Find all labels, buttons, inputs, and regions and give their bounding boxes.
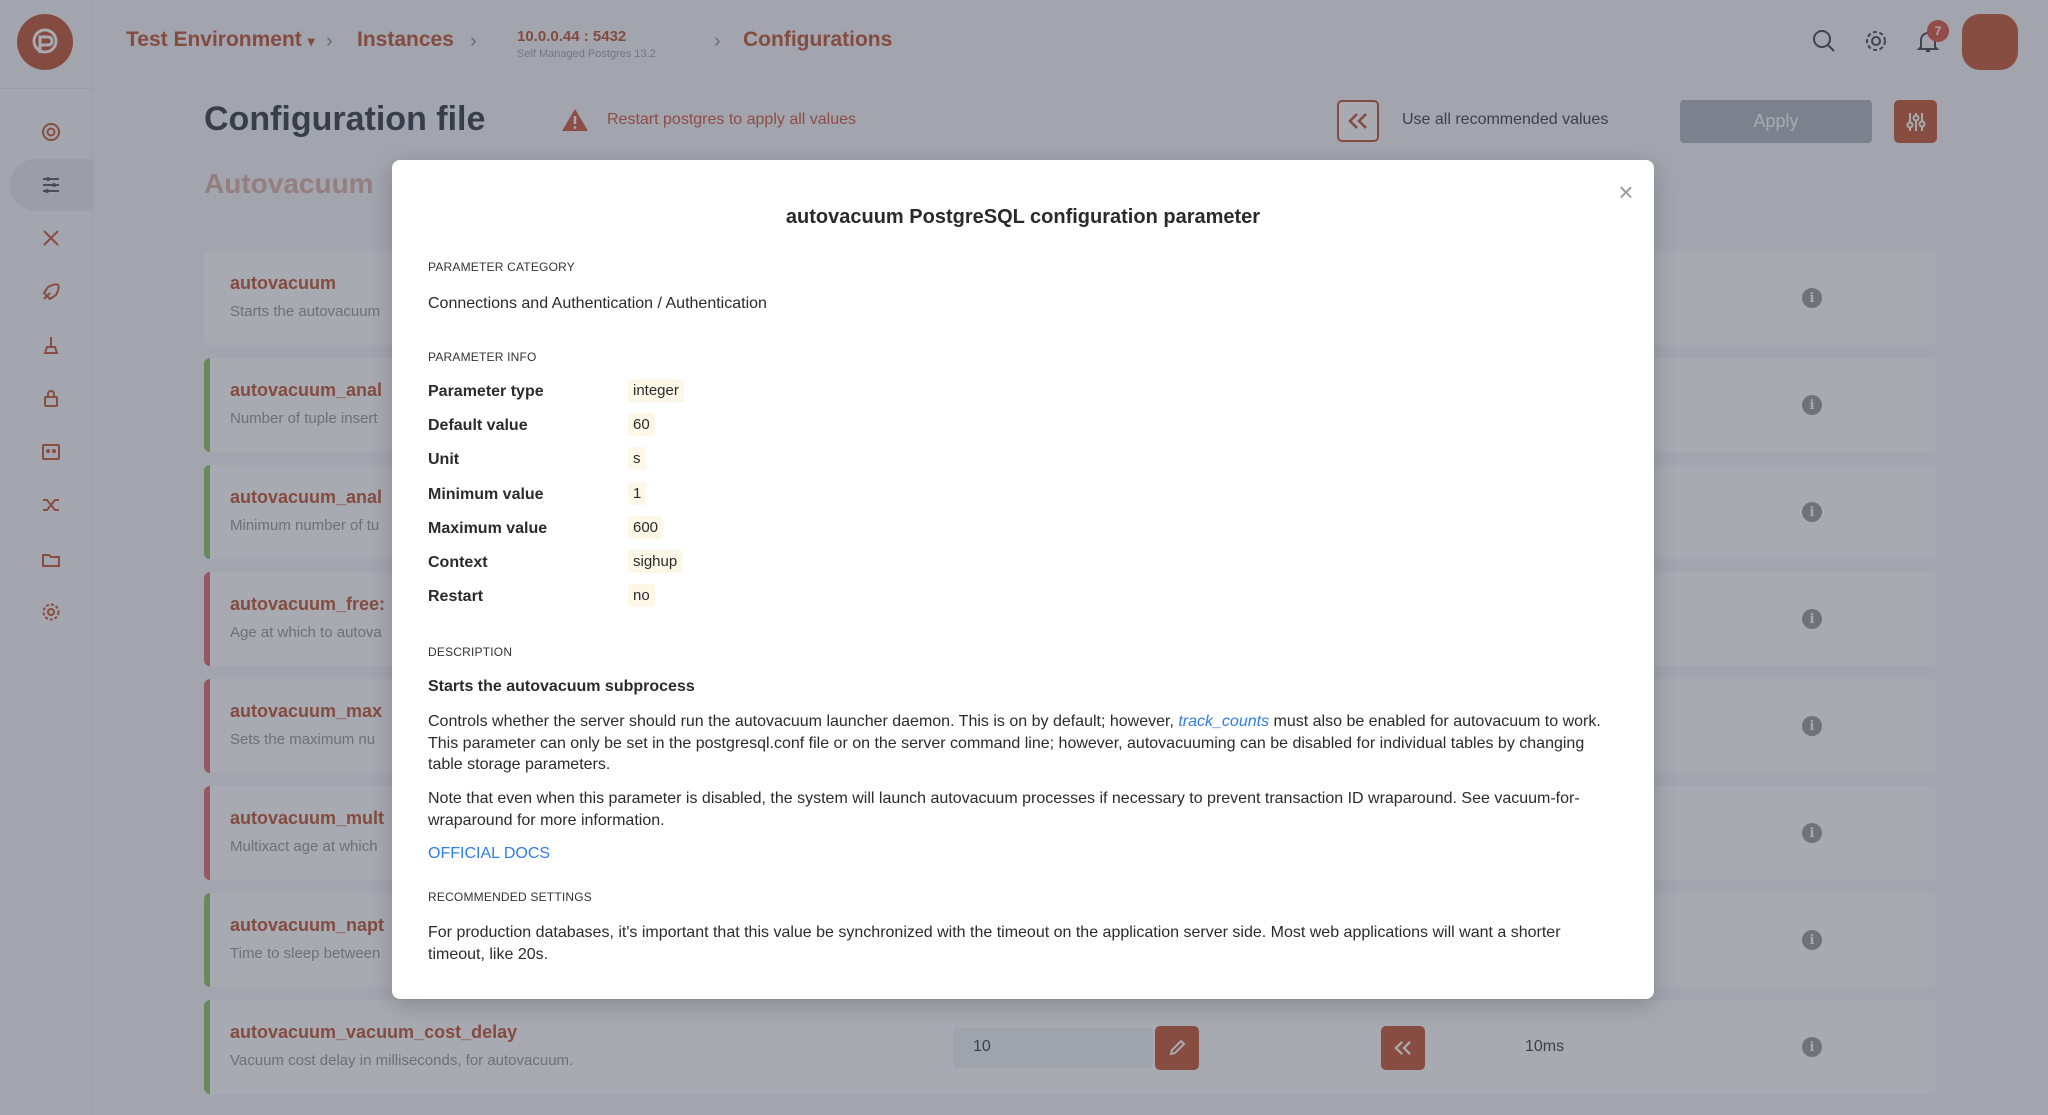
close-icon[interactable]: × bbox=[1618, 177, 1634, 207]
description-paragraph: Note that even when this parameter is disabled, the system will launch autovacuum processes if necessary to prevent transaction ID wraparound. See vacuum-for-wraparound for more information. bbox=[428, 790, 1580, 829]
info-label: Restart bbox=[428, 588, 484, 605]
info-label: Unit bbox=[428, 451, 460, 468]
description-title: Starts the autovacuum subprocess bbox=[428, 678, 695, 695]
info-label: Default value bbox=[428, 417, 528, 434]
info-value: 600 bbox=[628, 516, 663, 539]
official-docs-link[interactable]: OFFICIAL DOCS bbox=[428, 845, 551, 862]
info-value: sighup bbox=[628, 550, 682, 573]
recommended-text: For production databases, it's important that this value be synchronized with the timeout on the application server side. Most web applications will want a shorter timeout, like 20s. bbox=[428, 924, 1561, 963]
info-caption: PARAMETER INFO bbox=[428, 350, 537, 364]
recommended-caption: RECOMMENDED SETTINGS bbox=[428, 890, 593, 904]
info-label: Minimum value bbox=[428, 486, 544, 503]
parameter-info-modal bbox=[392, 160, 1654, 999]
info-label: Maximum value bbox=[428, 520, 548, 537]
track-counts-link[interactable]: track_counts bbox=[1178, 713, 1270, 730]
modal-title: autovacuum PostgreSQL configuration parameter bbox=[785, 206, 1261, 228]
info-value: 60 bbox=[628, 413, 655, 436]
info-value: integer bbox=[628, 379, 684, 402]
info-value: s bbox=[628, 447, 646, 470]
info-value: no bbox=[628, 584, 655, 607]
category-caption: PARAMETER CATEGORY bbox=[428, 260, 575, 274]
description-caption: DESCRIPTION bbox=[428, 645, 513, 659]
description-paragraph: Controls whether the server should run the autovacuum launcher daemon. This is on by default; however, track_counts must also be enabled for autovacuum to work. This parameter can only be set in the postgresql.conf file or on the server command line; however, autovacuuming can be disabled for individual tables by changing table storage parameters. bbox=[428, 713, 1601, 773]
info-value: 1 bbox=[628, 482, 646, 505]
info-label: Context bbox=[428, 554, 488, 571]
category-value: Connections and Authentication / Authentication bbox=[428, 295, 767, 312]
info-label: Parameter type bbox=[428, 383, 544, 400]
